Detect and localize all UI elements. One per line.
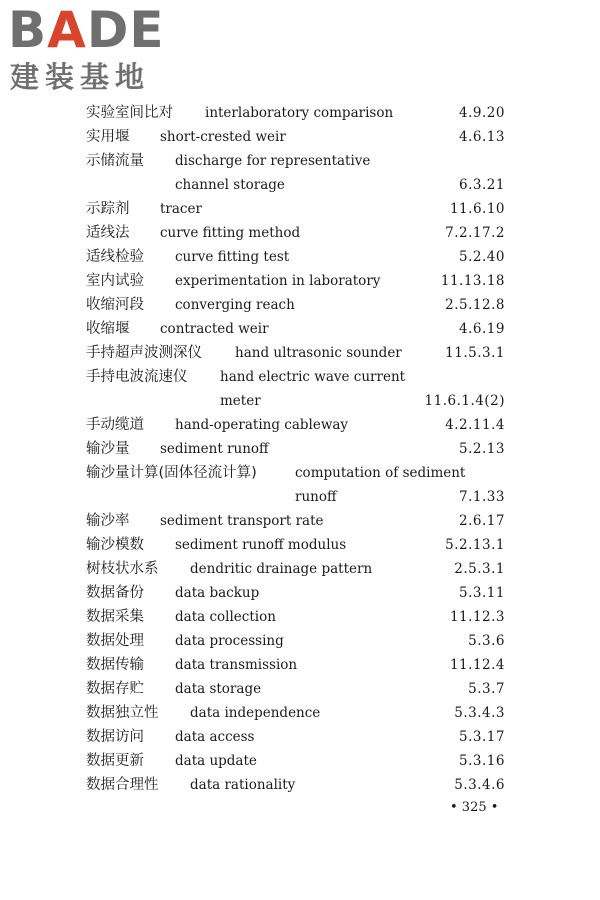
glossary-entry: [0, 149, 600, 173]
term-ref: 2.5.3.1: [454, 561, 505, 577]
term-en: runoff: [295, 489, 337, 505]
glossary-entry: [0, 533, 600, 557]
glossary-entry: [0, 197, 600, 221]
term-ref: 7.2.17.2: [445, 225, 505, 241]
term-en: data transmission: [175, 657, 298, 673]
glossary-entry: [0, 725, 600, 749]
term-ref: 2.5.12.8: [445, 297, 505, 313]
term-ref: 5.3.17: [459, 729, 505, 745]
logo-wordmark: BADE: [8, 1, 165, 59]
glossary-entry-continued: [0, 173, 600, 197]
glossary-entry: [0, 245, 600, 269]
glossary-entry: [0, 365, 600, 389]
logo-subtitle: 建装基地: [10, 60, 151, 94]
term-ref: 6.3.21: [459, 177, 505, 193]
term-zh: 树枝状水系: [86, 561, 159, 577]
term-ref: 2.6.17: [459, 513, 505, 529]
glossary-entry: [0, 677, 600, 701]
term-zh: 输沙量计算(固体径流计算): [86, 465, 257, 481]
page-number: • 325 •: [450, 800, 499, 815]
term-ref: 5.2.13: [459, 441, 505, 457]
term-zh: 示踪剂: [86, 201, 130, 217]
term-en: data independence: [190, 705, 321, 721]
term-zh: 适线法: [86, 225, 130, 241]
term-zh: 数据备份: [86, 585, 144, 601]
term-zh: 数据更新: [86, 753, 144, 769]
term-ref: 5.3.6: [468, 633, 505, 649]
term-ref: 5.3.11: [459, 585, 505, 601]
term-zh: 手持电波流速仪: [86, 369, 188, 385]
glossary-entry: [0, 125, 600, 149]
glossary-entry: [0, 749, 600, 773]
term-en: data processing: [175, 633, 284, 649]
glossary-entry: [0, 221, 600, 245]
glossary-entry-continued: [0, 485, 600, 509]
glossary-entry: [0, 269, 600, 293]
glossary-entry: [0, 581, 600, 605]
term-ref: 11.5.3.1: [445, 345, 505, 361]
term-ref: 5.3.7: [468, 681, 505, 697]
glossary-entry: [0, 509, 600, 533]
term-en: interlaboratory comparison: [205, 105, 394, 121]
term-zh: 实验室间比对: [86, 105, 173, 121]
glossary-entry: [0, 101, 600, 125]
term-en: dendritic drainage pattern: [190, 561, 373, 577]
term-zh: 输沙率: [86, 513, 130, 529]
term-zh: 数据独立性: [86, 705, 159, 721]
term-zh: 实用堰: [86, 129, 130, 145]
term-ref: 11.6.1.4(2): [424, 393, 505, 409]
term-zh: 数据访问: [86, 729, 144, 745]
term-ref: 4.6.13: [459, 129, 505, 145]
glossary-entry: [0, 293, 600, 317]
term-zh: 数据处理: [86, 633, 144, 649]
glossary-entry: [0, 413, 600, 437]
term-en: data backup: [175, 585, 260, 601]
glossary-entry: [0, 605, 600, 629]
term-zh: 数据合理性: [86, 777, 159, 793]
term-ref: 11.13.18: [440, 273, 505, 289]
term-en: sediment transport rate: [160, 513, 324, 529]
term-en: channel storage: [175, 177, 285, 193]
term-en: data access: [175, 729, 255, 745]
term-ref: 7.1.33: [459, 489, 505, 505]
term-en: data update: [175, 753, 257, 769]
term-en: curve fitting test: [175, 249, 290, 265]
term-ref: 5.3.4.3: [454, 705, 505, 721]
term-en: curve fitting method: [160, 225, 301, 241]
term-zh: 收缩堰: [86, 321, 130, 337]
glossary-entry: [0, 701, 600, 725]
glossary-entry: [0, 653, 600, 677]
term-ref: 5.2.40: [459, 249, 505, 265]
bade-logo: [8, 1, 178, 96]
term-ref: 5.3.16: [459, 753, 505, 769]
term-zh: 手动缆道: [86, 417, 144, 433]
term-en: data storage: [175, 681, 262, 697]
term-ref: 4.6.19: [459, 321, 505, 337]
term-en: sediment runoff: [160, 441, 269, 457]
term-en: discharge for representative: [175, 153, 371, 169]
glossary-entry: [0, 557, 600, 581]
glossary-entry: [0, 317, 600, 341]
term-zh: 示储流量: [86, 153, 144, 169]
term-en: computation of sediment: [295, 465, 466, 481]
term-zh: 数据传输: [86, 657, 144, 673]
term-zh: 适线检验: [86, 249, 144, 265]
glossary-entry: [0, 773, 600, 797]
term-en: experimentation in laboratory: [175, 273, 381, 289]
term-en: tracer: [160, 201, 202, 217]
term-en: hand ultrasonic sounder: [235, 345, 402, 361]
term-zh: 输沙量: [86, 441, 130, 457]
term-ref: 4.9.20: [459, 105, 505, 121]
term-en: hand electric wave current: [220, 369, 406, 385]
term-en: hand-operating cableway: [175, 417, 349, 433]
term-en: converging reach: [175, 297, 295, 313]
term-en: meter: [220, 393, 261, 409]
term-zh: 收缩河段: [86, 297, 144, 313]
term-en: sediment runoff modulus: [175, 537, 347, 553]
term-ref: 11.12.3: [449, 609, 505, 625]
glossary-entry: [0, 341, 600, 365]
term-en: data rationality: [190, 777, 296, 793]
glossary-entry: [0, 437, 600, 461]
term-ref: 11.12.4: [449, 657, 505, 673]
term-ref: 5.2.13.1: [445, 537, 505, 553]
term-zh: 数据存贮: [86, 681, 144, 697]
glossary-entry-continued: [0, 389, 600, 413]
glossary-entry: [0, 461, 600, 485]
term-zh: 数据采集: [86, 609, 144, 625]
term-en: data collection: [175, 609, 276, 625]
term-zh: 手持超声波测深仪: [86, 345, 202, 361]
term-ref: 5.3.4.6: [454, 777, 505, 793]
term-ref: 4.2.11.4: [445, 417, 505, 433]
term-en: contracted weir: [160, 321, 269, 337]
term-zh: 输沙模数: [86, 537, 144, 553]
term-zh: 室内试验: [86, 273, 144, 289]
glossary-entry: [0, 629, 600, 653]
term-en: short-crested weir: [160, 129, 286, 145]
term-ref: 11.6.10: [449, 201, 505, 217]
